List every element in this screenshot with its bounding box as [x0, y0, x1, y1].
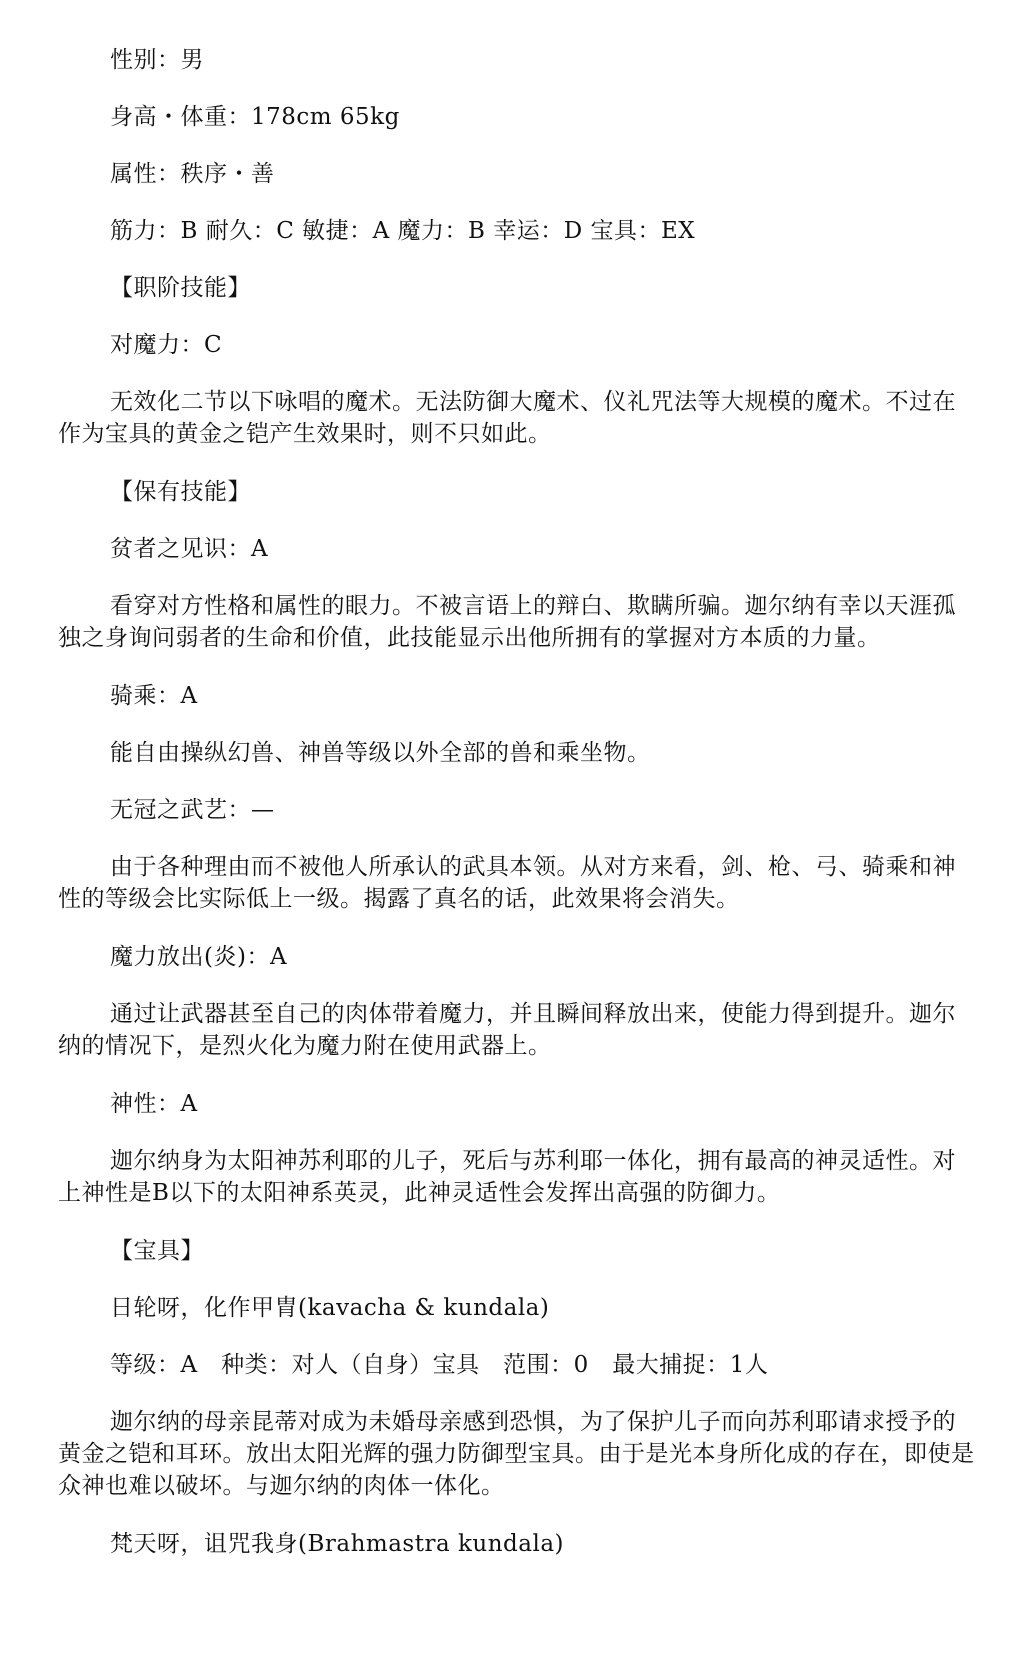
- np-kavacha-desc: 迦尔纳的母亲昆蒂对成为未婚母亲感到恐惧，为了保护儿子而向苏利耶请求授予的黄金之铠和耳环。放出太阳光辉的强力防御型宝具。由于是光本身所化成的存在，即使是众神也难以破坏。与迦尔纳的肉体一体化。: [58, 1409, 975, 1499]
- skill-divinity: 神性：A: [110, 1091, 198, 1117]
- height-weight-line: 身高・体重：178cm 65kg: [110, 104, 400, 130]
- class-skills-heading: 【职阶技能】: [110, 275, 251, 301]
- skill-magic-resistance: 对魔力：C: [110, 332, 223, 358]
- skill-mana-burst: 魔力放出(炎)：A: [110, 944, 288, 970]
- skill-riding: 骑乘：A: [110, 683, 198, 709]
- gender-line: 性别：男: [110, 47, 204, 73]
- skill-discernment: 贫者之见识：A: [110, 536, 269, 562]
- np-brahmastra-title: 梵天呀，诅咒我身(Brahmastra kundala): [110, 1531, 565, 1557]
- skill-uncrowned-desc: 由于各种理由而不被他人所承认的武具本领。从对方来看，剑、枪、弓、骑乘和神性的等级会比实际低上一级。揭露了真名的话，此效果将会消失。: [58, 854, 956, 912]
- skill-discernment-desc: 看穿对方性格和属性的眼力。不被言语上的辩白、欺瞒所骗。迦尔纳有幸以天涯孤独之身询问弱者的生命和价值，此技能显示出他所拥有的掌握对方本质的力量。: [58, 593, 956, 651]
- np-kavacha-stats: 等级：A 种类：对人（自身）宝具 范围：0 最大捕捉：1人: [110, 1352, 769, 1378]
- noble-phantasm-heading: 【宝具】: [110, 1238, 204, 1264]
- np-kavacha-title: 日轮呀，化作甲胄(kavacha & kundala): [110, 1295, 550, 1321]
- document-page: [58, 44, 976, 1585]
- parameters-line: 筋力：B 耐久：C 敏捷：A 魔力：B 幸运：D 宝具：EX: [110, 218, 696, 244]
- skill-magic-resistance-desc: 无效化二节以下咏唱的魔术。无法防御大魔术、仪礼咒法等大规模的魔术。不过在作为宝具的黄金之铠产生效果时，则不只如此。: [58, 389, 956, 447]
- skill-mana-burst-desc: 通过让武器甚至自己的肉体带着魔力，并且瞬间释放出来，使能力得到提升。迦尔纳的情况下，是烈火化为魔力附在使用武器上。: [58, 1001, 956, 1059]
- skill-riding-desc: 能自由操纵幻兽、神兽等级以外全部的兽和乘坐物。: [110, 740, 651, 766]
- personal-skills-heading: 【保有技能】: [110, 479, 251, 505]
- alignment-line: 属性：秩序・善: [110, 161, 275, 187]
- skill-uncrowned: 无冠之武艺：—: [110, 797, 275, 823]
- skill-divinity-desc: 迦尔纳身为太阳神苏利耶的儿子，死后与苏利耶一体化，拥有最高的神灵适性。对上神性是B以下的太阳神系英灵，此神灵适性会发挥出高强的防御力。: [58, 1148, 956, 1206]
